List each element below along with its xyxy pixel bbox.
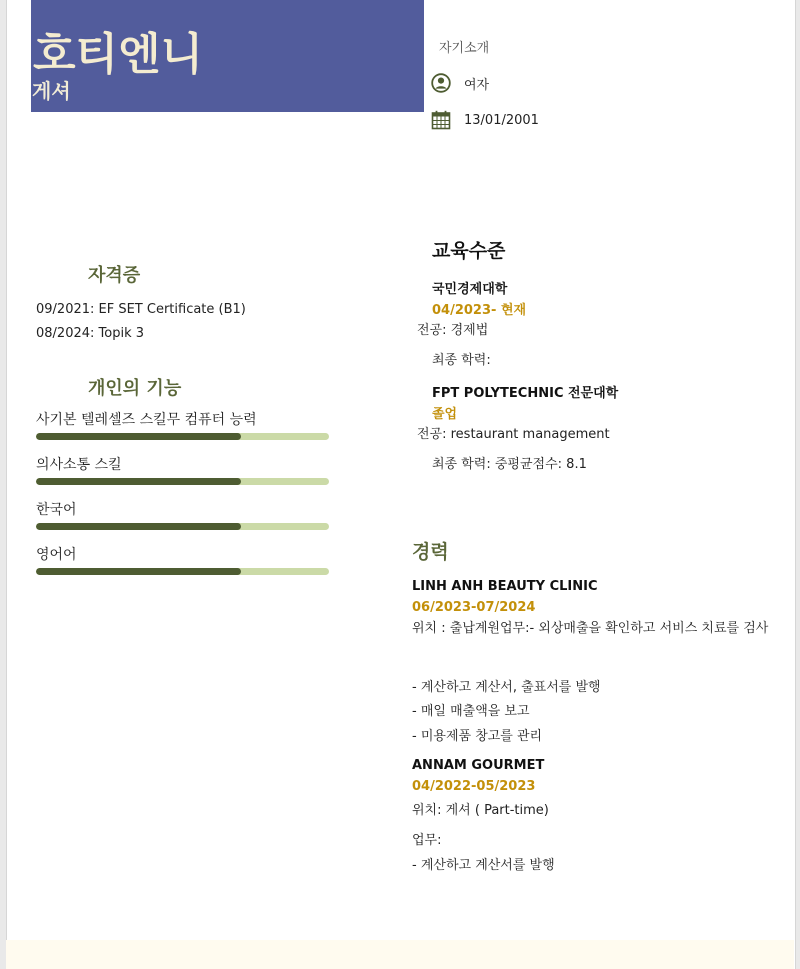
skill-bar (36, 568, 329, 575)
applicant-name: 호티엔니 (33, 29, 204, 80)
skills-heading: 개인의 기능 (88, 378, 182, 399)
job-title: 게셔 (32, 79, 71, 103)
skill-label: 사기본 텔레셀즈 스킬무 컴퓨터 능력 (36, 412, 257, 428)
education-major: 전공: 경제법 (417, 323, 489, 338)
education-period: 졸업 (432, 407, 458, 422)
certificates-heading: 자격증 (88, 265, 141, 286)
company-name: ANNAM GOURMET (412, 758, 545, 773)
job-task: - 계산하고 계산서, 출표서를 발행 (412, 680, 601, 695)
job-position: 위치: 게셔 ( Part-time) (412, 803, 549, 818)
about-heading: 자기소개 (439, 41, 490, 56)
skill-bar-fill (36, 433, 241, 440)
skill-label: 영어어 (36, 547, 77, 563)
job-task: - 계산하고 계산서를 발행 (412, 858, 555, 873)
skill-bar (36, 523, 329, 530)
skill-bar-fill (36, 478, 241, 485)
calendar-icon (431, 110, 451, 130)
skill-bar (36, 478, 329, 485)
skill-bar (36, 433, 329, 440)
education-major: 전공: restaurant management (417, 427, 610, 442)
school-name: FPT POLYTECHNIC 전문대학 (432, 386, 619, 401)
birthdate-value: 13/01/2001 (464, 112, 539, 128)
job-task: - 매일 매출액을 보고 (412, 704, 530, 719)
experience-heading: 경력 (412, 541, 449, 563)
job-task: - 미용제품 창고를 관리 (412, 729, 543, 744)
birthdate-row (431, 110, 539, 130)
job-period: 04/2022-05/2023 (412, 779, 536, 794)
job-duties-label: 업무: (412, 833, 442, 848)
skill-label: 의사소통 스킬 (36, 457, 122, 473)
skill-bar-fill (36, 568, 241, 575)
company-name: LINH ANH BEAUTY CLINIC (412, 579, 598, 594)
job-period: 06/2023-07/2024 (412, 600, 536, 615)
skill-bar-fill (36, 523, 241, 530)
school-name: 국민경제대학 (432, 282, 508, 297)
education-heading: 교육수준 (432, 240, 506, 262)
page-footer-strip (6, 940, 794, 969)
certificate-item: 08/2024: Topik 3 (36, 326, 144, 341)
gender-value: 여자 (464, 77, 490, 93)
job-position: 위치 : 출납계원업무:- 외상매출을 확인하고 서비스 치료를 검사 (412, 621, 769, 636)
education-result: 최종 학력: (432, 353, 491, 368)
certificate-item: 09/2021: EF SET Certificate (B1) (36, 302, 246, 317)
education-period: 04/2023- 현재 (432, 303, 527, 318)
gender-row (431, 73, 489, 93)
skill-label: 한국어 (36, 502, 77, 518)
user-circle-icon (431, 73, 451, 93)
education-result: 최종 학력: 중평균점수: 8.1 (432, 457, 587, 472)
